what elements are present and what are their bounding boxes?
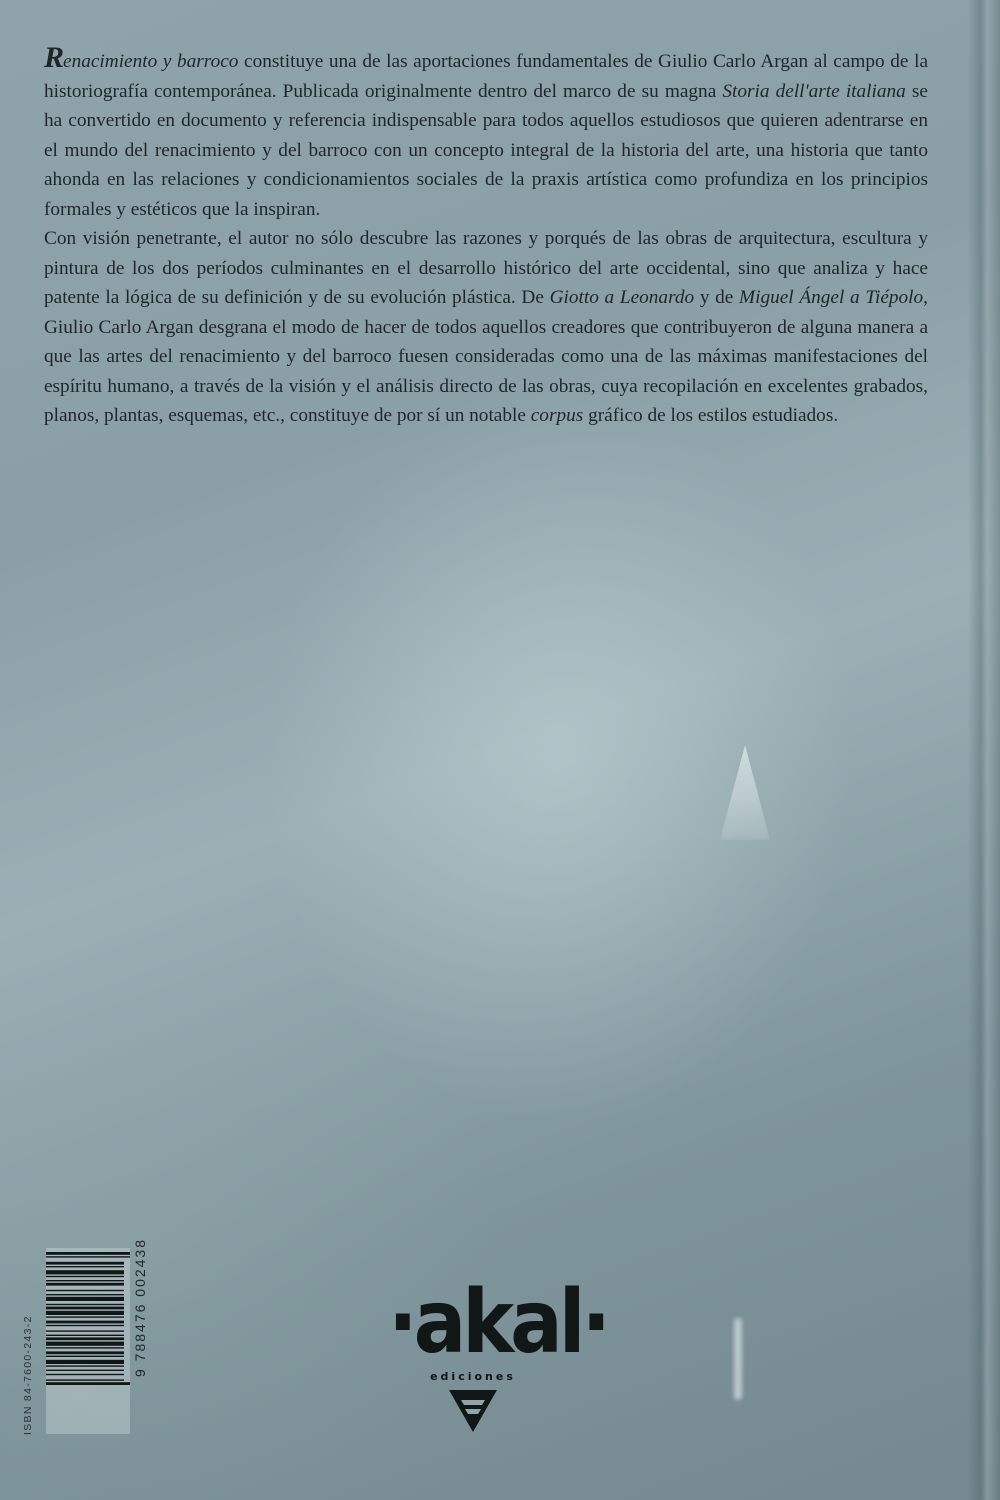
publisher-name: ·akal·	[388, 1272, 608, 1374]
publisher-subtitle: ediciones	[430, 1370, 516, 1383]
isbn-label: ISBN 84-7600-243-2	[22, 1315, 34, 1435]
publisher-logo	[388, 1272, 608, 1440]
dropcap-letter: R	[44, 41, 64, 74]
blurb-text: y de	[694, 287, 740, 308]
cover-blurb	[44, 41, 929, 431]
corpus-word: corpus	[530, 405, 584, 426]
spine-edge	[968, 0, 1000, 1500]
period-range-2: Miguel Ángel a Tiépolo	[739, 287, 924, 308]
work-title-inline: Storia dell'arte italiana	[722, 80, 906, 102]
blurb-text: , Giulio Carlo Argan desgrana el modo de hacer de todos aquellos creadores que contribuyeron de alguna manera a que las artes del renacimiento y del barroco fuesen consideradas como una de las máximas manifestaciones del espíritu humano, a través de la visión y el análisis directo de las obras, cuya recopilación en excelentes grabados, planos, plantas, esquemas, etc., constituye de por sí un notable	[44, 287, 928, 426]
blurb-text: se ha convertido en documento y referencia indispensable para todos aquellos estudiosos que quieren adentrarse en el mundo del renacimiento y del barroco con un concepto integral de la historia del arte, una historia que tanto ahonda en las relaciones y condicionamientos sociales de la praxis artística como profundiza en los principios formales y estéticos que la inspiran.	[44, 80, 928, 220]
blurb-paragraph-1	[44, 41, 929, 224]
publisher-emblem-icon	[445, 1386, 501, 1434]
period-range-1: Giotto a Leonardo	[549, 287, 695, 308]
blurb-paragraph-2	[44, 224, 928, 431]
book-title-inline: enacimiento y barroco	[63, 51, 239, 72]
blurb-text: Con visión penetrante, el autor no sólo descubre las razones y porqués de las obras de arquitectura, escultura y pintura de los dos períodos culminantes en el desarrollo histórico del arte occidental, sino que analiza y hace patente la lógica de su definición y de su evolución plástica. De	[44, 228, 928, 308]
light-glare-streak	[734, 1318, 742, 1400]
blurb-text: gráfico de los estilos estudiados.	[583, 405, 839, 426]
barcode	[46, 1248, 130, 1434]
blurb-text: constituye una de las aportaciones fundamentales de Giulio Carlo Argan al campo de la historiografía contemporánea. Publicada originalmente dentro del marco de su magna	[44, 51, 929, 102]
barcode-digits: 9 788476 002438	[132, 1238, 148, 1377]
light-glare	[720, 745, 770, 840]
